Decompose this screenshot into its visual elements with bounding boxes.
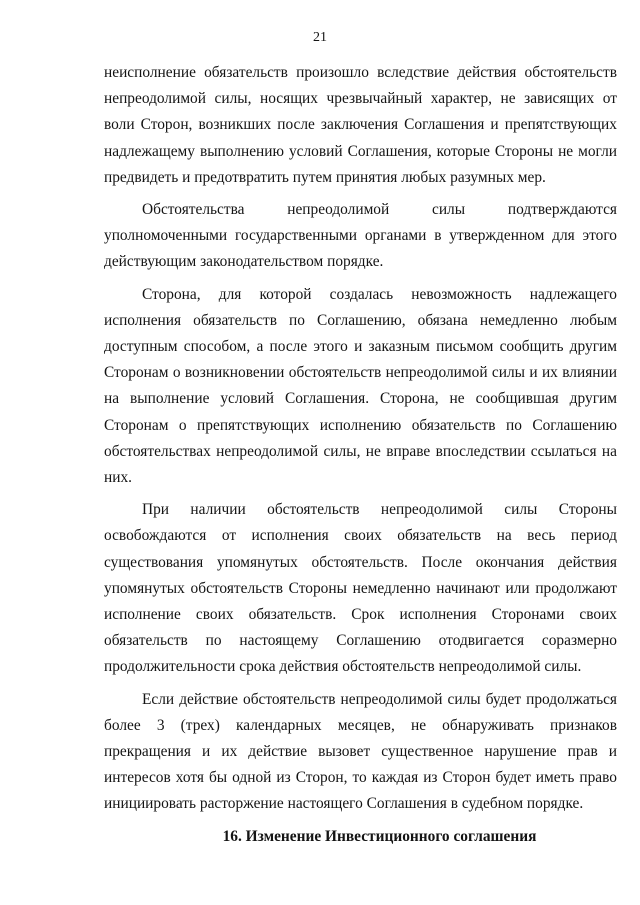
document-body bbox=[104, 60, 617, 850]
paragraph-continuation: неисполнение обязательств произошло вследствие действия обстоятельств непреодолимой силы, носящих чрезвычайный характер, не зависящих от воли Сторон, возникших после заключения Соглашения и препятствующих надлежащему выполнению условий Соглашения, которые Стороны не могли предвидеть и предотвратить путем принятия любых разумных мер. bbox=[104, 64, 617, 186]
page-number: 21 bbox=[313, 30, 327, 45]
paragraph-termination-right: Если действие обстоятельств непреодолимой силы будет продолжаться более 3 (трех) календарных месяцев, не обнаруживать признаков прекращения и их действие вызовет существенное нарушение прав и интересов хотя бы одной из Сторон, то каждая из Сторон будет иметь право инициировать расторжение настоящего Соглашения в судебном порядке. bbox=[104, 690, 617, 813]
paragraph-force-majeure-confirmation: Обстоятельства непреодолимой силы подтверждаются уполномоченными государственными органами в утвержденном для этого действующим законодательством порядке. bbox=[104, 201, 617, 271]
section-heading: 16. Изменение Инвестиционного соглашения bbox=[222, 827, 537, 845]
paragraph-release-from-obligations: При наличии обстоятельств непреодолимой силы Стороны освобождаются от исполнения своих обязательств на весь период существования упомянутых обстоятельств. После окончания действия упомянутых обстоятельств Стороны немедленно начинают или продолжают исполнение своих обязательств. Срок исполнения Сторонами своих обязательств по настоящему Соглашению отодвигается соразмерно продолжительности срока действия обстоятельств непреодолимой силы. bbox=[104, 501, 617, 676]
paragraph-notification-duty: Сторона, для которой создалась невозможность надлежащего исполнения обязательств по Соглашению, обязана немедленно любым доступным способом, а после этого и заказным письмом сообщить другим Сторонам о возникновении обстоятельств непреодолимой силы и их влиянии на выполнение условий Соглашения. Сторона, не сообщившая другим Сторонам о препятствующих исполнению обязательств по Соглашению обстоятельствах непреодолимой силы, не вправе впоследствии ссылаться на них. bbox=[104, 285, 617, 487]
